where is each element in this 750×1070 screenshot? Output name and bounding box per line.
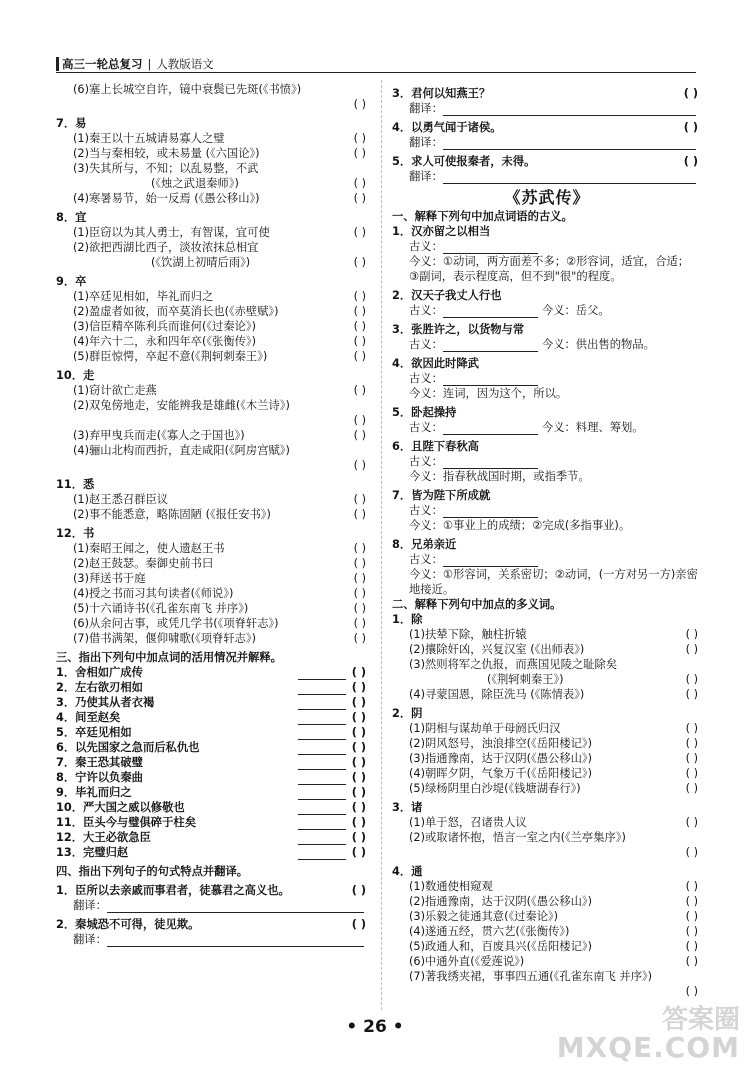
question-number: 10．走	[56, 369, 95, 382]
answer-paren: ( )	[353, 350, 366, 363]
ancient-meaning-line	[392, 552, 702, 567]
sub-item	[56, 82, 370, 97]
sub-item	[392, 781, 702, 796]
answer-paren: ( )	[353, 320, 366, 333]
header-series: 高三一轮总复习	[62, 56, 143, 71]
sub-item	[56, 349, 370, 364]
ancient-meaning-blank	[443, 505, 538, 518]
sub-item	[392, 751, 702, 766]
modern-meaning: 今义：①事业上的成绩；②完成(多指事业)。	[409, 519, 631, 532]
answer-blank	[298, 832, 346, 845]
answer-paren: ( )	[685, 782, 698, 795]
sub-item	[56, 319, 370, 334]
question-number: 7．易	[56, 117, 87, 130]
answer-paren: ( )	[353, 290, 366, 303]
answer-paren: ( )	[685, 955, 698, 968]
sub-item	[392, 879, 702, 894]
answer-paren: ( )	[353, 493, 366, 506]
answer-paren: ( )	[683, 121, 698, 134]
answer-paren: ( )	[353, 508, 366, 521]
answer-paren: ( )	[685, 880, 698, 893]
sub-item	[56, 334, 370, 349]
answer-paren: ( )	[351, 918, 366, 931]
answer-line	[392, 845, 702, 860]
sub-item-text: (7)著我绣夹裙，事事四五通(《孔雀东南飞 并序》)	[409, 970, 653, 983]
answer-paren: ( )	[685, 816, 698, 829]
header-edition: 人教版语文	[156, 56, 214, 71]
sub-item	[392, 954, 702, 969]
sub-item-text: (4)寒暑易节，始一反焉 (《愚公移山》)	[73, 192, 260, 205]
ancient-meaning-line	[392, 503, 702, 518]
right-top-questions	[392, 82, 702, 184]
sub-item-text: (1)窃计欲亡走燕	[73, 384, 157, 397]
question-number: 3．诸	[392, 801, 423, 814]
sub-item-text: (2)双兔傍地走，安能辨我是雄雌(《木兰诗》)	[73, 399, 290, 412]
sub-item	[56, 571, 370, 586]
question-number: 9．卒	[56, 275, 87, 288]
answer-paren: ( )	[683, 87, 698, 100]
sub-item	[392, 627, 702, 642]
blank-question	[56, 740, 370, 755]
source-line	[392, 672, 702, 687]
blank-question	[56, 815, 370, 830]
answer-blank	[298, 712, 346, 725]
answer-paren: ( )	[685, 940, 698, 953]
sentence-question	[392, 120, 702, 135]
sub-item-text: (2)或取诸怀抱，悟言一室之内(《兰亭集序》)	[409, 831, 626, 844]
sub-item-text: (1)卒廷见相如，毕礼而归之	[73, 290, 214, 303]
page-number: • 26 •	[346, 1017, 404, 1037]
sub-item	[56, 601, 370, 616]
answer-paren: ( )	[353, 384, 366, 397]
source-text: (《烛之武退秦师》)	[151, 177, 239, 190]
ancient-meaning-label: 古义：	[409, 304, 443, 317]
translation-label: 翻译：	[409, 102, 443, 115]
source-line	[56, 176, 370, 191]
question-number: 11．悉	[56, 478, 95, 491]
sub-item	[56, 131, 370, 146]
left-column	[56, 82, 370, 947]
answer-paren: ( )	[353, 98, 366, 111]
answer-paren: ( )	[353, 192, 366, 205]
question-number: 8．宜	[56, 211, 87, 224]
translation-label: 翻译：	[409, 136, 443, 149]
sub-item	[392, 721, 702, 736]
answer-paren: ( )	[685, 722, 698, 735]
modern-meaning: 今义：供出售的物品。	[541, 338, 655, 351]
sub-item	[392, 894, 702, 909]
column-divider	[381, 80, 382, 1010]
translation-label: 翻译：	[73, 933, 107, 946]
sub-item	[56, 631, 370, 646]
answer-paren: ( )	[685, 737, 698, 750]
answer-paren: ( )	[685, 628, 698, 641]
sub-item	[392, 939, 702, 954]
sub-item	[56, 616, 370, 631]
sub-item-text: (3)弃甲曳兵而走(《寡人之于国也》)	[73, 429, 245, 442]
sentence-question	[392, 86, 702, 101]
sub-item-text: (3)拜送书于庭	[73, 572, 146, 585]
ancient-meaning-blank	[443, 422, 538, 435]
sentence-text: 4．以勇气闻于诸侯。	[392, 121, 502, 134]
source-line	[56, 255, 370, 270]
right-section-1	[392, 224, 702, 597]
answer-line	[56, 97, 370, 112]
source-text: (《荆轲刺秦王》)	[487, 673, 564, 686]
blank-question	[56, 755, 370, 770]
blank-question	[56, 785, 370, 800]
translation-blank	[443, 103, 696, 116]
sub-item-text: (3)然则将军之仇报，而燕国见陵之耻除矣	[409, 658, 618, 671]
sub-item-text: (5)十六诵诗书(《孔雀东南飞 并序》)	[73, 602, 249, 615]
answer-line	[392, 984, 702, 999]
answer-paren: ( )	[685, 910, 698, 923]
answer-paren: ( )	[353, 132, 366, 145]
ancient-meaning-blank	[443, 339, 538, 352]
right-section-1-heading: 一、解释下列句中加点词语的古义。	[392, 210, 573, 223]
answer-blank	[298, 847, 346, 860]
ancient-meaning-line	[392, 239, 702, 254]
blank-question-text: 3．乃使其从者衣褐	[56, 696, 155, 709]
sub-item-text: (1)秦王以十五城请易寡人之璧	[73, 132, 225, 145]
answer-paren: ( )	[353, 177, 366, 190]
sub-item	[56, 146, 370, 161]
question-number: 12．书	[56, 527, 95, 540]
ancient-meaning-blank	[443, 241, 538, 254]
answer-paren: ( )	[353, 226, 366, 239]
modern-meaning: 今义：连词，因为这个，所以。	[409, 387, 568, 400]
sub-item	[56, 191, 370, 206]
translation-label: 翻译：	[73, 899, 107, 912]
answer-line	[56, 458, 370, 473]
ancient-meaning-label: 古义：	[409, 240, 443, 253]
answer-paren: ( )	[351, 771, 366, 784]
translation-blank	[443, 137, 696, 150]
blank-question-text: 11．臣头今与璧俱碎于柱矣	[56, 816, 196, 829]
sentence-question	[392, 154, 702, 169]
sub-item-text: (2)事不能悉意，略陈固陋 (《报任安书》)	[73, 508, 271, 521]
sub-item-text: (7)借书满架，偃仰啸歌(《项脊轩志》)	[73, 632, 256, 645]
sub-item-text: (1)阴相与谋劫单于母阏氏归汉	[409, 722, 561, 735]
answer-paren: ( )	[353, 256, 366, 269]
sub-item-text: (4)朝晖夕阴，气象万千(《岳阳楼记》)	[409, 767, 592, 780]
question-number: 6．且陛下春秋高	[392, 440, 479, 453]
question-number: 1．汉亦留之以相当	[392, 225, 491, 238]
sub-item-text: (2)欲把西湖比西子，淡妆浓抹总相宜	[73, 241, 259, 254]
question-number: 4．通	[392, 865, 423, 878]
blank-question	[56, 845, 370, 860]
sub-item-text: (4)遂通五经，贯六艺(《张衡传》)	[409, 925, 570, 938]
sub-item	[56, 541, 370, 556]
modern-meaning: 今义：岳父。	[541, 304, 610, 317]
blank-question-text: 13．完璧归赵	[56, 846, 129, 859]
question-number: 7．皆为陛下所成就	[392, 489, 491, 502]
sub-item-text: (5)群臣惊愕，卒起不意(《荆轲刺秦王》)	[73, 350, 268, 363]
header-bar	[56, 57, 59, 71]
answer-paren: ( )	[685, 752, 698, 765]
answer-blank	[298, 757, 346, 770]
ancient-meaning-blank	[443, 373, 538, 386]
sentence-question	[56, 917, 370, 932]
sub-item-text: (4)授之书而习其句读者(《师说》)	[73, 587, 234, 600]
answer-paren: ( )	[353, 542, 366, 555]
question-number: 5．卧起操持	[392, 406, 457, 419]
answer-paren: ( )	[353, 414, 366, 427]
sub-item	[392, 969, 702, 984]
blank-question	[56, 830, 370, 845]
sub-item	[56, 225, 370, 240]
section-heading: 三、指出下列句中加点词的活用情况并解释。	[56, 651, 282, 664]
answer-paren: ( )	[351, 741, 366, 754]
sub-item	[56, 586, 370, 601]
sub-item-text: (2)当与秦相较，或未易量 (《六国论》)	[73, 147, 260, 160]
answer-blank	[298, 817, 346, 830]
blank-question	[56, 800, 370, 815]
ancient-meaning-label: 古义：	[409, 338, 443, 351]
right-column	[392, 82, 702, 999]
sub-item-text: (1)秦昭王闻之，使人遗赵王书	[73, 542, 225, 555]
answer-blank	[298, 802, 346, 815]
sub-item-text: (1)单于怒，召诸贵人议	[409, 816, 527, 829]
answer-paren: ( )	[353, 459, 366, 472]
ancient-meaning-blank	[443, 554, 538, 567]
answer-paren: ( )	[351, 846, 366, 859]
sentence-text: 2．秦城恐不可得，徒见欺。	[56, 918, 200, 931]
blank-question	[56, 725, 370, 740]
ancient-modern-line	[392, 420, 702, 435]
modern-meaning: 今义：指春秋战国时期，或指季节。	[409, 470, 590, 483]
modern-meaning: 今义：①形容词，关系密切；②动词，(一方对另一方)亲密地接近。	[409, 568, 698, 596]
translation-blank	[107, 900, 364, 913]
sentence-text: 1．臣所以去亲戚而事君者，徒慕君之高义也。	[56, 884, 290, 897]
answer-paren: ( )	[353, 429, 366, 442]
su-wu-title: 《苏武传》	[504, 188, 590, 207]
ancient-meaning-label: 古义：	[409, 455, 443, 468]
answer-paren: ( )	[685, 673, 698, 686]
translation-blank	[443, 171, 696, 184]
answer-blank	[298, 697, 346, 710]
answer-blank	[298, 742, 346, 755]
sub-item	[56, 443, 370, 458]
blank-question-text: 12．大王必欲急臣	[56, 831, 151, 844]
answer-paren: ( )	[351, 726, 366, 739]
question-number: 4．欲因此时降武	[392, 357, 479, 370]
question-number: 2．阴	[392, 707, 423, 720]
answer-paren: ( )	[685, 985, 698, 998]
sub-item-text: (1)扶辇下除，触柱折辕	[409, 628, 527, 641]
sub-item-text: (3)乐毅之徒通其意(《过秦论》)	[409, 910, 559, 923]
section-heading: 四、指出下列句子的句式特点并翻译。	[56, 865, 249, 878]
translation-line	[392, 135, 702, 150]
blank-question	[56, 770, 370, 785]
answer-paren: ( )	[351, 756, 366, 769]
ancient-meaning-line	[392, 454, 702, 469]
answer-paren: ( )	[351, 711, 366, 724]
sub-item-text: (5)绿杨阴里白沙堤(《钱塘湖春行》)	[409, 782, 581, 795]
answer-paren: ( )	[353, 557, 366, 570]
answer-line	[56, 413, 370, 428]
ancient-meaning-blank	[443, 456, 538, 469]
watermark-url: MXQE.COM	[556, 1031, 740, 1064]
modern-meaning: 今义：①动词，两方面差不多；②形容词，适宜，合适；③副词，表示程度高，但不到"很"的程度。	[409, 255, 690, 283]
answer-paren: ( )	[351, 681, 366, 694]
question-number: 3．张胜许之，以货物与常	[392, 323, 525, 336]
blank-question-text: 6．以先国家之急而后私仇也	[56, 741, 200, 754]
answer-paren: ( )	[353, 305, 366, 318]
ancient-meaning-blank	[443, 305, 538, 318]
answer-paren: ( )	[685, 846, 698, 859]
ancient-modern-line	[392, 337, 702, 352]
sub-item-text: (6)中通外直(《爱莲说》)	[409, 955, 525, 968]
blank-question-text: 10．严大国之威以修敬也	[56, 801, 185, 814]
sub-item-text: (4)骊山北构而西折，直走咸阳(《阿房宫赋》)	[73, 444, 290, 457]
sub-item	[392, 657, 702, 672]
answer-blank	[298, 727, 346, 740]
modern-meaning: 今义：料理、筹划。	[541, 421, 644, 434]
blank-question	[56, 680, 370, 695]
sub-item-text: (3)信臣精卒陈利兵而谁何(《过秦论》)	[73, 320, 256, 333]
answer-paren: ( )	[351, 884, 366, 897]
ancient-meaning-line	[392, 371, 702, 386]
translation-line	[392, 101, 702, 116]
right-section-2-heading: 二、解释下列句中加点的多义词。	[392, 598, 562, 611]
sub-item-text: (6)塞上长城空自许，镜中衰鬓已先斑(《书愤》)	[73, 83, 302, 96]
question-number: 8．兄弟亲近	[392, 538, 457, 551]
translation-line	[56, 932, 370, 947]
answer-blank	[298, 667, 346, 680]
answer-paren: ( )	[685, 767, 698, 780]
sub-item-text: (2)攘除奸凶，兴复汉室 (《出师表》)	[409, 643, 585, 656]
blank-question-text: 9．毕礼而归之	[56, 786, 132, 799]
sub-item	[392, 830, 702, 845]
sub-item	[56, 428, 370, 443]
blank-question-text: 8．宁许以负秦曲	[56, 771, 143, 784]
ancient-meaning-label: 古义：	[409, 553, 443, 566]
right-section-2	[392, 612, 702, 999]
sub-item-text: (1)赵王悉召群臣议	[73, 493, 169, 506]
answer-paren: ( )	[351, 801, 366, 814]
answer-paren: ( )	[685, 895, 698, 908]
sub-item	[392, 687, 702, 702]
answer-paren: ( )	[351, 786, 366, 799]
translation-line	[392, 169, 702, 184]
answer-blank	[298, 787, 346, 800]
blank-question	[56, 695, 370, 710]
sub-item	[56, 240, 370, 255]
answer-paren: ( )	[683, 155, 698, 168]
sub-item	[56, 507, 370, 522]
ancient-meaning-label: 古义：	[409, 504, 443, 517]
translation-line	[56, 898, 370, 913]
answer-paren: ( )	[353, 632, 366, 645]
answer-paren: ( )	[353, 572, 366, 585]
page-header	[56, 56, 696, 73]
answer-paren: ( )	[685, 688, 698, 701]
blank-question-text: 4．间至赵矣	[56, 711, 121, 724]
answer-paren: ( )	[353, 602, 366, 615]
sub-item	[392, 909, 702, 924]
sub-item-text: (2)赵王鼓瑟。秦御史前书曰	[73, 557, 214, 570]
ancient-meaning-label: 古义：	[409, 372, 443, 385]
sub-item	[56, 556, 370, 571]
sub-item	[56, 492, 370, 507]
answer-paren: ( )	[685, 643, 698, 656]
answer-paren: ( )	[351, 816, 366, 829]
sub-item	[56, 398, 370, 413]
sub-item	[392, 766, 702, 781]
ancient-meaning-label: 古义：	[409, 421, 443, 434]
sub-item-text: (2)盈虚者如彼，而卒莫消长也(《赤壁赋》)	[73, 305, 279, 318]
sub-item-text: (3)失其所与，不知；以乱易整，不武	[73, 162, 259, 175]
sub-item-text: (1)数通使相窥观	[409, 880, 493, 893]
answer-paren: ( )	[353, 617, 366, 630]
blank-question	[56, 665, 370, 680]
answer-paren: ( )	[351, 831, 366, 844]
ancient-modern-line	[392, 303, 702, 318]
sub-item	[56, 383, 370, 398]
sub-item-text: (4)年六十二，永和四年卒(《张衡传》)	[73, 335, 256, 348]
sub-item-text: (1)臣窃以为其人勇士，有智谋，宜可使	[73, 226, 270, 239]
header-separator: |	[147, 57, 152, 71]
answer-paren: ( )	[351, 696, 366, 709]
blank-question	[56, 710, 370, 725]
blank-question-text: 2．左右欲刃相如	[56, 681, 143, 694]
question-number: 1．除	[392, 613, 423, 626]
sentence-question	[56, 883, 370, 898]
sub-item	[56, 289, 370, 304]
sub-item	[392, 642, 702, 657]
translation-blank	[107, 934, 364, 947]
sub-item-text: (3)指通豫南，达于汉阴(《愚公移山》)	[409, 752, 592, 765]
sub-item	[392, 924, 702, 939]
translation-label: 翻译：	[409, 170, 443, 183]
sentence-text: 5．求人可使报秦者，未得。	[392, 155, 536, 168]
sub-item-text: (4)寻蒙国恩，除臣洗马 (《陈情表》)	[409, 688, 585, 701]
question-number: 2．汉天子我丈人行也	[392, 289, 502, 302]
watermark-text: 答案圈	[661, 1005, 740, 1035]
answer-blank	[298, 772, 346, 785]
answer-paren: ( )	[351, 666, 366, 679]
watermark-logo	[557, 1006, 740, 1062]
sub-item-text: (5)政通人和，百废具兴(《岳阳楼记》)	[409, 940, 592, 953]
blank-question-text: 5．卒廷见相如	[56, 726, 132, 739]
sub-item	[56, 161, 370, 176]
answer-paren: ( )	[353, 587, 366, 600]
sub-item-text: (2)指通豫南，达于汉阴(《愚公移山》)	[409, 895, 592, 908]
sub-item	[392, 815, 702, 830]
sub-item-text: (6)从余问古事，或凭几学书(《项脊轩志》)	[73, 617, 279, 630]
answer-paren: ( )	[353, 335, 366, 348]
blank-question-text: 1．舍相如广成传	[56, 666, 143, 679]
answer-paren: ( )	[685, 925, 698, 938]
sub-item	[56, 304, 370, 319]
sub-item	[392, 736, 702, 751]
answer-blank	[298, 682, 346, 695]
sentence-text: 3．君何以知燕王？	[392, 87, 491, 100]
answer-paren: ( )	[353, 147, 366, 160]
source-text: (《饮湖上初晴后雨》)	[151, 256, 251, 269]
sub-item-text: (2)阴风怒号，浊浪排空(《岳阳楼记》)	[409, 737, 592, 750]
blank-question-text: 7．秦王恐其破璧	[56, 756, 143, 769]
